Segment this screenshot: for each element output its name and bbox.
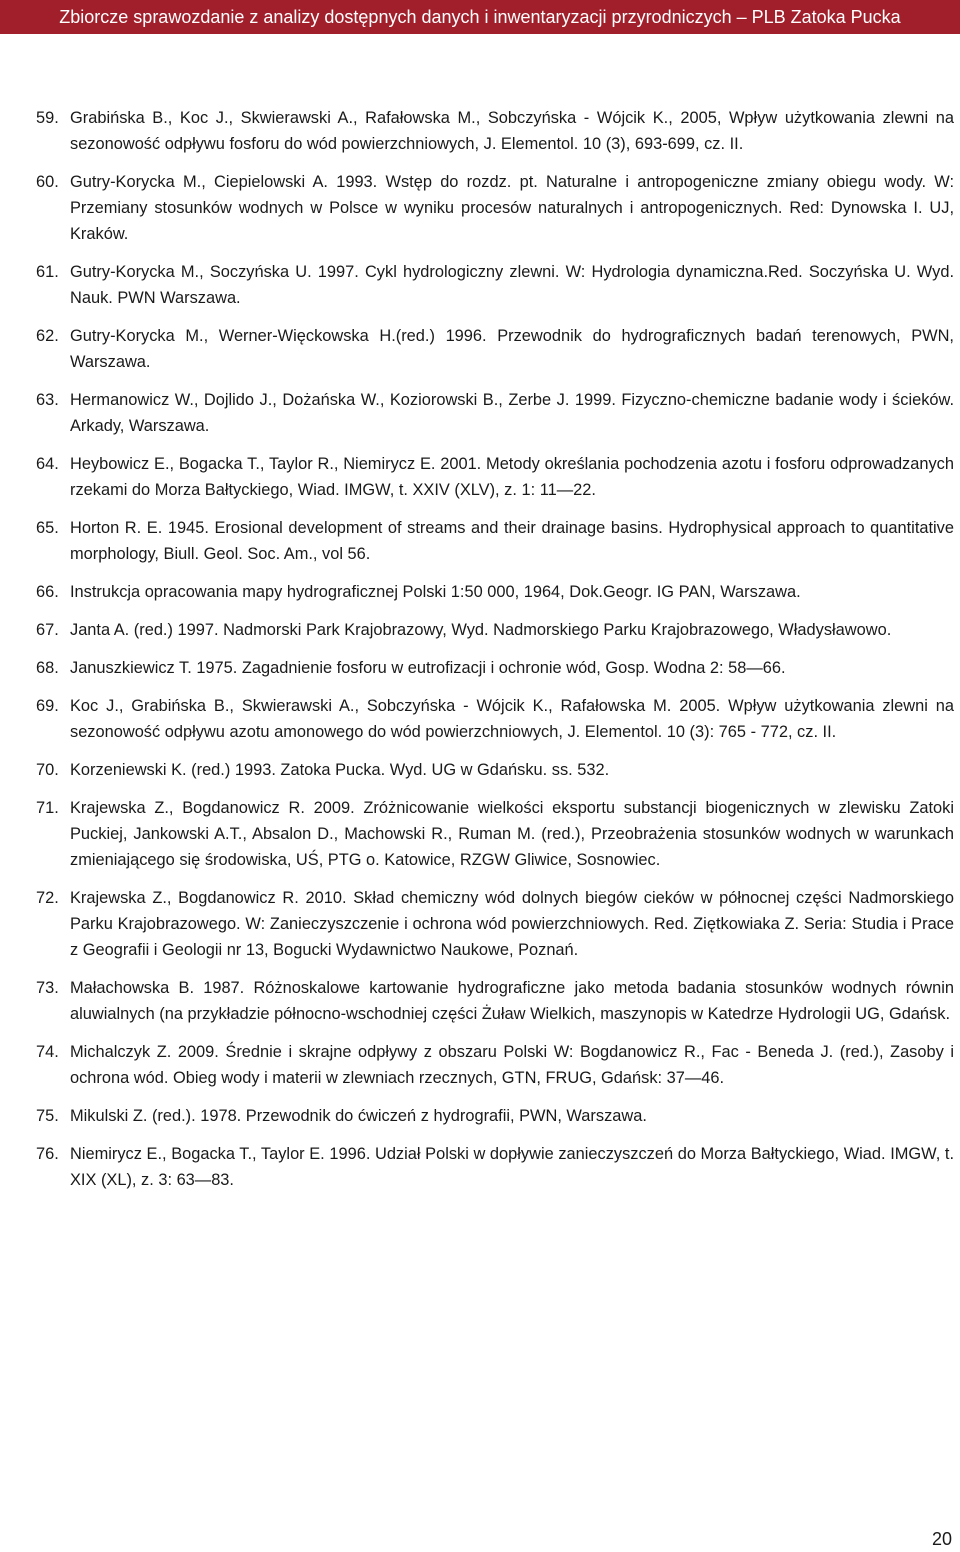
list-item	[36, 579, 954, 605]
reference-text: Heybowicz E., Bogacka T., Taylor R., Niemirycz E. 2001. Metody określania pochodzenia azotu i fosforu odprowadzanych rzekami do Morza Bałtyckiego, Wiad. IMGW, t. XXIV (XLV), z. 1: 11—22.	[70, 455, 954, 499]
page-header	[0, 0, 960, 34]
reference-text: Gutry-Korycka M., Werner-Więckowska H.(red.) 1996. Przewodnik do hydrograficznych badań terenowych, PWN, Warszawa.	[70, 327, 954, 371]
list-item	[36, 105, 954, 157]
reference-number: 68.	[36, 659, 59, 677]
list-item	[36, 795, 954, 873]
reference-text: Koc J., Grabińska B., Skwierawski A., Sobczyńska - Wójcik K., Rafałowska M. 2005. Wpływ użytkowania zlewni na sezonowość odpływu azotu amonowego do wód powierzchniowych, J. Elementol. 10 (3): 765 - 772, cz. II.	[70, 697, 954, 741]
reference-number: 64.	[36, 455, 59, 473]
list-item	[36, 323, 954, 375]
reference-text: Grabińska B., Koc J., Skwierawski A., Rafałowska M., Sobczyńska - Wójcik K., 2005, Wpływ użytkowania zlewni na sezonowość odpływu fosforu do wód powierzchniowych, J. Elementol. 10 (3), 693-699, cz. II.	[70, 109, 954, 153]
reference-number: 63.	[36, 391, 59, 409]
reference-text: Hermanowicz W., Dojlido J., Dożańska W., Koziorowski B., Zerbe J. 1999. Fizyczno-chemiczne badanie wody i ścieków. Arkady, Warszawa.	[70, 391, 954, 435]
reference-list	[36, 105, 954, 1205]
reference-number: 76.	[36, 1145, 59, 1163]
reference-text: Krajewska Z., Bogdanowicz R. 2009. Zróżnicowanie wielkości eksportu substancji biogenicznych w zlewisku Zatoki Puckiej, Jankowski A.T., Absalon D., Machowski R., Ruman M. (red.), Przeobrażenia stosunków wodnych w warunkach zmieniającego się środowiska, UŚ, PTG o. Katowice, RZGW Gliwice, Sosnowiec.	[70, 799, 954, 869]
reference-number: 71.	[36, 799, 59, 817]
list-item	[36, 693, 954, 745]
list-item	[36, 975, 954, 1027]
reference-number: 70.	[36, 761, 59, 779]
page-number: 20	[931, 1529, 952, 1549]
reference-number: 66.	[36, 583, 59, 601]
list-item	[36, 515, 954, 567]
reference-number: 60.	[36, 173, 59, 191]
list-item	[36, 1103, 954, 1129]
reference-text: Małachowska B. 1987. Różnoskalowe kartowanie hydrograficzne jako metoda badania stosunków wodnych równin aluwialnych (na przykładzie północno-wschodniej części Żuław Wielkich, maszynopis w Katedrze Hydrologii UG, Gdańsk.	[70, 979, 954, 1023]
list-item	[36, 617, 954, 643]
list-item	[36, 259, 954, 311]
reference-number: 69.	[36, 697, 59, 715]
header-title: Zbiorcze sprawozdanie z analizy dostępnych danych i inwentaryzacji przyrodniczych – PLB Zatoka Pucka	[59, 7, 901, 27]
reference-text: Januszkiewicz T. 1975. Zagadnienie fosforu w eutrofizacji i ochronie wód, Gosp. Wodna 2: 58—66.	[70, 659, 786, 677]
reference-text: Horton R. E. 1945. Erosional development of streams and their drainage basins. Hydrophysical approach to quantitative morphology, Biull. Geol. Soc. Am., vol 56.	[70, 519, 954, 563]
reference-text: Instrukcja opracowania mapy hydrograficznej Polski 1:50 000, 1964, Dok.Geogr. IG PAN, Warszawa.	[70, 583, 801, 601]
reference-number: 65.	[36, 519, 59, 537]
list-item	[36, 387, 954, 439]
reference-text: Gutry-Korycka M., Soczyńska U. 1997. Cykl hydrologiczny zlewni. W: Hydrologia dynamiczna.Red. Soczyńska U. Wyd. Nauk. PWN Warszawa.	[70, 263, 954, 307]
reference-number: 62.	[36, 327, 59, 345]
reference-number: 72.	[36, 889, 59, 907]
reference-text: Michalczyk Z. 2009. Średnie i skrajne odpływy z obszaru Polski W: Bogdanowicz R., Fac - Beneda J. (red.), Zasoby i ochrona wód. Obieg wody i materii w zlewniach rzecznych, GTN, FRUG, Gdańsk: 37—46.	[70, 1043, 954, 1087]
reference-text: Krajewska Z., Bogdanowicz R. 2010. Skład chemiczny wód dolnych biegów cieków w północnej części Nadmorskiego Parku Krajobrazowego. W: Zanieczyszczenie i ochrona wód powierzchniowych. Red. Ziętkowiaka Z. Seria: Studia i Prace z Geografii i Geologii nr 13, Bogucki Wydawnictwo Naukowe, Poznań.	[70, 889, 954, 959]
reference-number: 67.	[36, 621, 59, 639]
reference-number: 59.	[36, 109, 59, 127]
reference-text: Korzeniewski K. (red.) 1993. Zatoka Pucka. Wyd. UG w Gdańsku. ss. 532.	[70, 761, 610, 779]
reference-number: 75.	[36, 1107, 59, 1125]
list-item	[36, 885, 954, 963]
list-item	[36, 655, 954, 681]
reference-number: 73.	[36, 979, 59, 997]
reference-text: Niemirycz E., Bogacka T., Taylor E. 1996. Udział Polski w dopływie zanieczyszczeń do Morza Bałtyckiego, Wiad. IMGW, t. XIX (XL), z. 3: 63—83.	[70, 1145, 954, 1189]
list-item	[36, 1039, 954, 1091]
reference-number: 61.	[36, 263, 59, 281]
reference-text: Mikulski Z. (red.). 1978. Przewodnik do ćwiczeń z hydrografii, PWN, Warszawa.	[70, 1107, 647, 1125]
reference-text: Gutry-Korycka M., Ciepielowski A. 1993. Wstęp do rozdz. pt. Naturalne i antropogeniczne zmiany obiegu wody. W: Przemiany stosunków wodnych w Polsce w wyniku procesów naturalnych i antropogenicznych. Red: Dynowska I. UJ, Kraków.	[70, 173, 954, 243]
reference-text: Janta A. (red.) 1997. Nadmorski Park Krajobrazowy, Wyd. Nadmorskiego Parku Krajobrazowego, Władysławowo.	[70, 621, 892, 639]
list-item	[36, 757, 954, 783]
list-item	[36, 1141, 954, 1193]
reference-number: 74.	[36, 1043, 59, 1061]
list-item	[36, 169, 954, 247]
list-item	[36, 451, 954, 503]
